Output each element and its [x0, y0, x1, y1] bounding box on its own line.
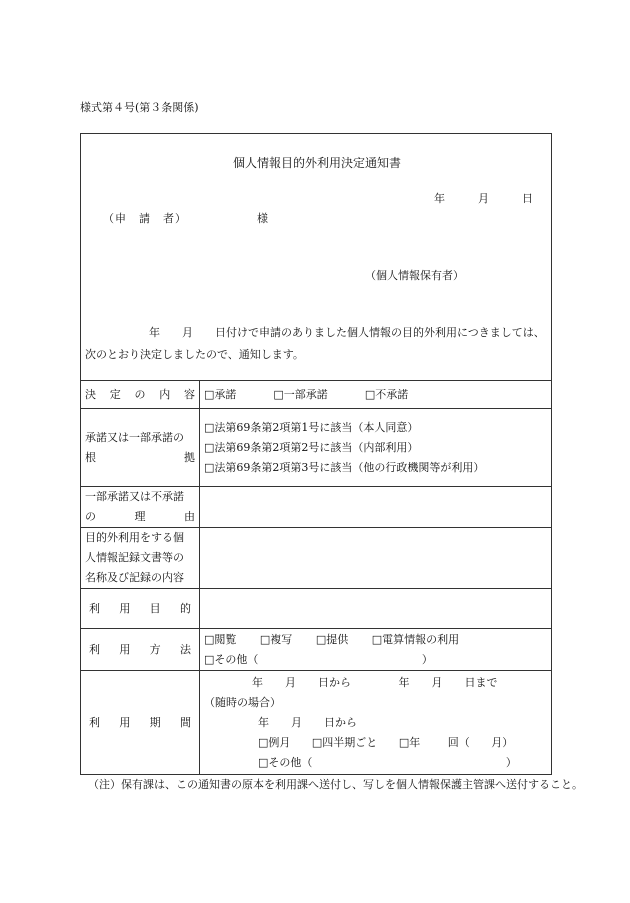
row-decision	[81, 381, 552, 409]
period-to: 年 月 日まで	[398, 675, 498, 689]
checkbox-basis-consent[interactable]: □法第69条第2項第1号に該当（本人同意）	[204, 420, 419, 434]
issue-date	[434, 190, 533, 206]
label-basis: 承諾又は一部承諾の 根 拠	[81, 409, 200, 487]
checkbox-copy[interactable]: □複写	[259, 632, 293, 646]
checkbox-monthly[interactable]: □例月	[258, 735, 291, 749]
notice-header-box	[80, 133, 552, 381]
notice-line-2: 次のとおり決定しましたので、通知します。	[85, 348, 304, 361]
label-record: 目的外利用をする個 人情報記録文書等の 名称及び記録の内容	[81, 528, 200, 589]
checkbox-basis-other-agency[interactable]: □法第69条第2項第3号に該当（他の行政機関等が利用）	[204, 460, 485, 474]
row-purpose	[81, 589, 552, 629]
row-basis	[81, 409, 552, 487]
row-reason	[81, 487, 552, 528]
period-field	[200, 671, 552, 775]
honorific: 様	[257, 212, 268, 225]
period-anytime-from: 年 月 日から	[258, 715, 357, 729]
notice-line-1: 年 月 日付けで申請のありました個人情報の目的外利用につきましては、	[149, 326, 545, 339]
method-other-close: ）	[421, 652, 433, 666]
yearly-times: 回（	[447, 735, 470, 749]
checkbox-disapprove[interactable]: □不承諾	[364, 387, 409, 401]
row-method	[81, 629, 552, 671]
period-other-close: ）	[505, 755, 517, 769]
date-month: 月	[478, 192, 489, 205]
period-from: 年 月 日から	[252, 675, 351, 689]
yearly-month: 月）	[491, 735, 514, 749]
basis-options	[200, 409, 552, 487]
checkbox-partial-approve[interactable]: □一部承諾	[273, 387, 328, 401]
reason-field[interactable]	[200, 487, 552, 528]
form-number: 様式第４号(第３条関係)	[80, 101, 199, 114]
checkbox-method-other[interactable]: □その他（	[204, 652, 259, 666]
holder-label: （個人情報保有者）	[365, 269, 464, 282]
decision-options	[200, 381, 552, 409]
label-method: 利 用 方 法	[81, 629, 200, 671]
date-year: 年	[434, 192, 445, 205]
checkbox-view[interactable]: □閲覧	[204, 632, 237, 646]
purpose-field[interactable]	[200, 589, 552, 629]
applicant-label: （申 請 者）	[103, 212, 187, 225]
date-day: 日	[522, 192, 533, 205]
row-record	[81, 528, 552, 589]
label-period: 利 用 期 間	[81, 671, 200, 775]
document-title: 個人情報目的外利用決定通知書	[232, 156, 401, 170]
label-reason: 一部承諾又は不承諾 の 理 由	[81, 487, 200, 528]
method-options	[200, 629, 552, 671]
checkbox-yearly[interactable]: □年	[398, 735, 421, 749]
decision-detail-table	[80, 380, 552, 775]
period-anytime-label: （随時の場合）	[204, 695, 281, 709]
checkbox-period-other[interactable]: □その他（	[258, 755, 313, 769]
label-purpose: 利 用 目 的	[81, 589, 200, 629]
row-period	[81, 671, 552, 775]
checkbox-quarterly[interactable]: □四半期ごと	[311, 735, 378, 749]
checkbox-provide[interactable]: □提供	[315, 632, 349, 646]
footnote: （注）保有課は、この通知書の原本を利用課へ送付し、写しを個人情報保護主管課へ送付すること。	[88, 778, 583, 791]
checkbox-approve[interactable]: □承諾	[204, 387, 237, 401]
checkbox-basis-internal[interactable]: □法第69条第2項第2号に該当（内部利用）	[204, 440, 419, 454]
checkbox-computer-info[interactable]: □電算情報の利用	[371, 632, 460, 646]
label-decision-content: 決 定 の 内 容	[81, 381, 200, 409]
record-field[interactable]	[200, 528, 552, 589]
